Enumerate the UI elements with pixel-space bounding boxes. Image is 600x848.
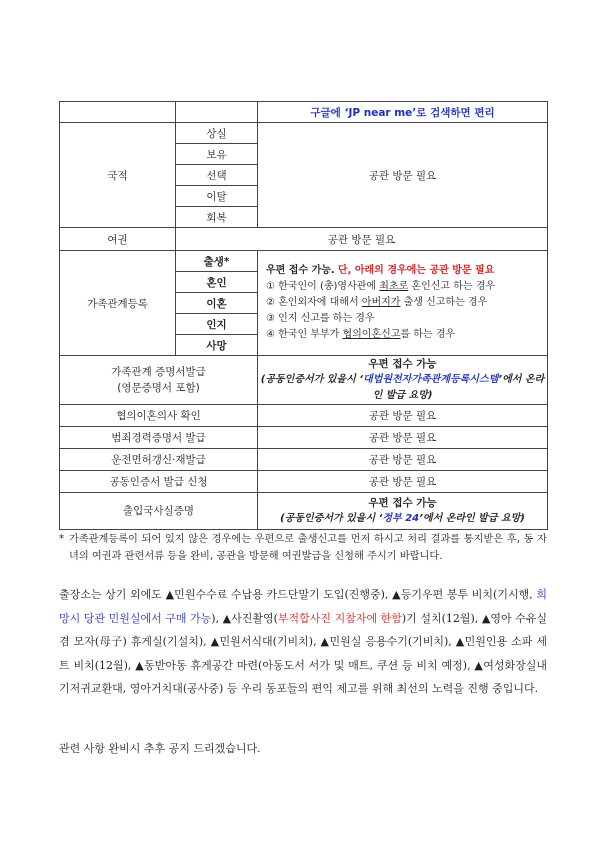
footnote-marker: *: [59, 534, 65, 545]
family-case: ① 한국인이 (총)영사관에 최초로 혼인신고 하는 경우: [266, 281, 496, 292]
family-requirement: [258, 251, 548, 356]
family-cert-requirement: 우편 접수 가능 (공동인증서가 있을시 ‘대법원전자가족관계등록시스템’에서 온라인 발급 요망): [258, 356, 548, 405]
family-requirement-title: 우편 접수 가능. 단, 아래의 경우에는 공관 방문 필요: [266, 265, 495, 276]
exit-cert-requirement: 우편 접수 가능 (공동인증서가 있을시 ‘정부 24’에서 온라인 발급 요망): [258, 493, 548, 530]
family-case: ③ 인지 신고를 하는 경우: [266, 313, 375, 324]
table-row: [60, 493, 548, 530]
family-registry-label: 가족관계등록: [60, 251, 176, 356]
family-cert-label: 가족관계 증명서발급 (영문증명서 포함): [60, 356, 258, 405]
table-row: [60, 449, 548, 471]
family-item: 사망: [176, 335, 258, 356]
family-case: ④ 한국인 부부가 협의이혼신고를 하는 경우: [266, 329, 456, 340]
nationality-item: 이탈: [176, 186, 258, 207]
service-requirement: 공관 방문 필요: [258, 405, 548, 427]
exit-cert-label: 출입국사실증명: [60, 493, 258, 530]
search-tip: 구글에 ‘JP near me’로 검색하면 편리: [258, 102, 548, 123]
service-label: 운전면허갱신·재발급: [60, 449, 258, 471]
body-paragraph: 출장소는 상기 외에도 ▲민원수수료 수납용 카드단말기 도입(진행중), ▲등기우편 봉투 비치(기시행, 희망시 당관 민원실에서 구매 가능), ▲사진촬영(부적합사진 지참자에 한함)기 설치(12월), ▲영아 수유실 겸 모자(母子) 휴게실(기설치), ▲민원서식대(기비치), ▲민원실 응용수기(기비치), ▲민원인용 소파 세트 비치(12월), ▲동반아동 휴게공간 마련(아동도서 서가 및 매트, 쿠션 등 비치 예정), ▲여성화장실내 기저귀교환대, 영아거치대(공사중) 등 우리 동포들의 편익 제고를 위해 최선의 노력을 진행 중입니다.: [59, 588, 548, 695]
table-row: [60, 427, 548, 449]
footnote-text: 가족관계등록이 되어 있지 않은 경우에는 우편으로 출생신고를 먼저 하시고 처리 결과를 통지받은 후, 동 자녀의 여권과 관련서류 등을 완비, 공관을 방문해 여권발급을 신청해 주시기 바랍니다.: [69, 534, 547, 562]
consular-services-table: [59, 101, 548, 530]
nationality-item: 보유: [176, 144, 258, 165]
service-label: 범죄경력증명서 발급: [60, 427, 258, 449]
family-case: ② 혼인외자에 대해서 아버지가 출생 신고하는 경우: [266, 297, 488, 308]
service-requirement: 공관 방문 필요: [258, 449, 548, 471]
service-requirement: 공관 방문 필요: [258, 471, 548, 493]
nationality-item: 회복: [176, 207, 258, 228]
table-row: [60, 228, 548, 251]
table-row: [60, 251, 548, 272]
table-row: [60, 405, 548, 427]
passport-requirement: 공관 방문 필요: [176, 228, 548, 251]
passport-label: 여권: [60, 228, 176, 251]
family-item: 출생*: [176, 251, 258, 272]
footnote: [59, 531, 547, 565]
service-requirement: 공관 방문 필요: [258, 427, 548, 449]
closing-note: 관련 사항 완비시 추후 공지 드리겠습니다.: [59, 742, 261, 755]
table-header-row: [60, 102, 548, 123]
nationality-item: 선택: [176, 165, 258, 186]
family-item: 이혼: [176, 293, 258, 314]
table-row: [60, 471, 548, 493]
table-row: [60, 123, 548, 144]
nationality-requirement: 공관 방문 필요: [258, 123, 548, 228]
service-label: 공동인증서 발급 신청: [60, 471, 258, 493]
table-row: [60, 356, 548, 405]
family-item: 인지: [176, 314, 258, 335]
nationality-label: 국적: [60, 123, 176, 228]
service-label: 협의이혼의사 확인: [60, 405, 258, 427]
family-item: 혼인: [176, 272, 258, 293]
nationality-item: 상실: [176, 123, 258, 144]
